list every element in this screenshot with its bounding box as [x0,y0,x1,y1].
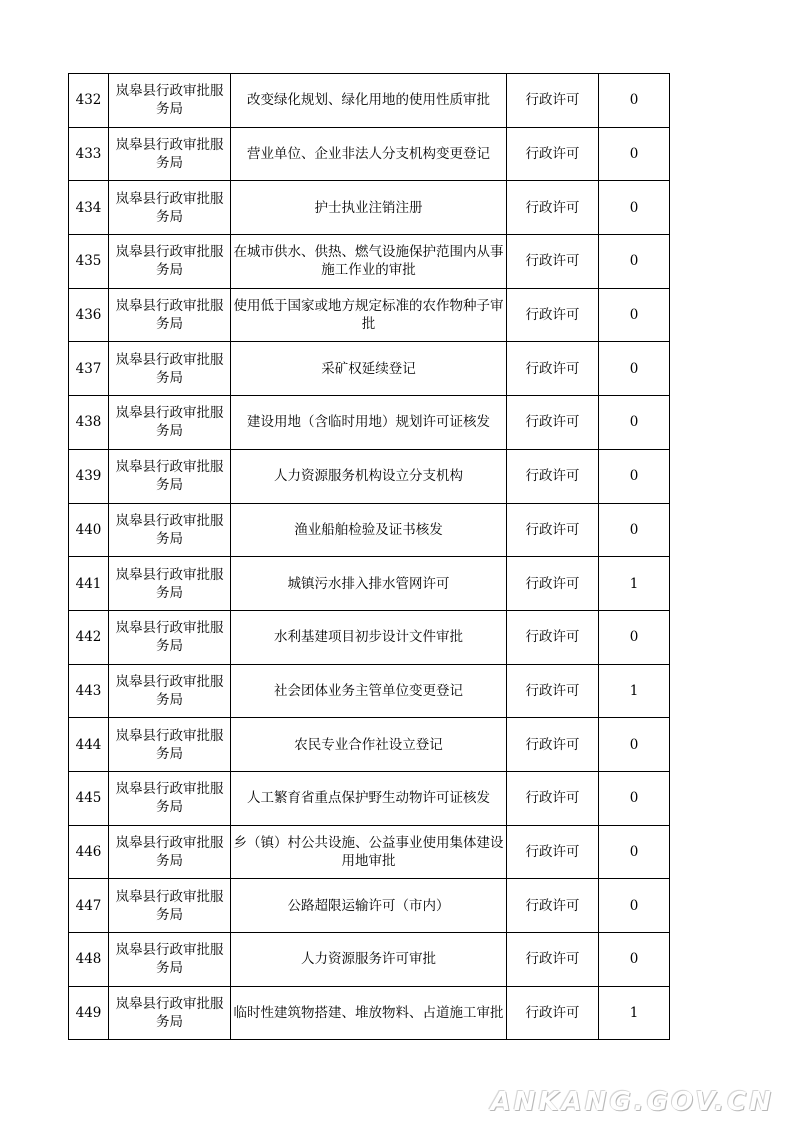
department-cell: 岚皋县行政审批服务局 [109,879,231,933]
table-row [69,986,670,1040]
table-row [69,503,670,557]
table-row [69,825,670,879]
row-number: 433 [69,127,109,181]
department-cell: 岚皋县行政审批服务局 [109,718,231,772]
department-cell: 岚皋县行政审批服务局 [109,664,231,718]
item-name-cell: 渔业船舶检验及证书核发 [231,503,507,557]
row-number: 440 [69,503,109,557]
table-row [69,288,670,342]
table-body [69,74,670,1040]
table-row [69,449,670,503]
item-name-cell: 水利基建项目初步设计文件审批 [231,610,507,664]
row-number: 439 [69,449,109,503]
row-number: 437 [69,342,109,396]
count-cell: 0 [599,825,670,879]
item-type-cell: 行政许可 [507,879,599,933]
row-number: 446 [69,825,109,879]
item-name-cell: 护士执业注销注册 [231,181,507,235]
table-row [69,181,670,235]
item-type-cell: 行政许可 [507,288,599,342]
department-cell: 岚皋县行政审批服务局 [109,396,231,450]
item-name-cell: 改变绿化规划、绿化用地的使用性质审批 [231,74,507,128]
row-number: 436 [69,288,109,342]
department-cell: 岚皋县行政审批服务局 [109,557,231,611]
table-row [69,610,670,664]
department-cell: 岚皋县行政审批服务局 [109,342,231,396]
count-cell: 0 [599,235,670,289]
table-row [69,235,670,289]
table-row [69,557,670,611]
item-type-cell: 行政许可 [507,396,599,450]
count-cell: 0 [599,933,670,987]
count-cell: 0 [599,879,670,933]
department-cell: 岚皋县行政审批服务局 [109,503,231,557]
item-name-cell: 社会团体业务主管单位变更登记 [231,664,507,718]
row-number: 445 [69,771,109,825]
table-row [69,396,670,450]
department-cell: 岚皋县行政审批服务局 [109,825,231,879]
row-number: 432 [69,74,109,128]
table-row [69,879,670,933]
department-cell: 岚皋县行政审批服务局 [109,181,231,235]
item-type-cell: 行政许可 [507,718,599,772]
count-cell: 1 [599,986,670,1040]
item-type-cell: 行政许可 [507,610,599,664]
department-cell: 岚皋县行政审批服务局 [109,933,231,987]
count-cell: 0 [599,181,670,235]
item-type-cell: 行政许可 [507,986,599,1040]
row-number: 441 [69,557,109,611]
count-cell: 1 [599,664,670,718]
department-cell: 岚皋县行政审批服务局 [109,449,231,503]
department-cell: 岚皋县行政审批服务局 [109,127,231,181]
table-row [69,771,670,825]
department-cell: 岚皋县行政审批服务局 [109,74,231,128]
item-name-cell: 在城市供水、供热、燃气设施保护范围内从事施工作业的审批 [231,235,507,289]
item-type-cell: 行政许可 [507,342,599,396]
table-row [69,127,670,181]
item-name-cell: 营业单位、企业非法人分支机构变更登记 [231,127,507,181]
department-cell: 岚皋县行政审批服务局 [109,986,231,1040]
count-cell: 0 [599,288,670,342]
item-name-cell: 农民专业合作社设立登记 [231,718,507,772]
row-number: 435 [69,235,109,289]
item-name-cell: 采矿权延续登记 [231,342,507,396]
item-type-cell: 行政许可 [507,74,599,128]
item-type-cell: 行政许可 [507,235,599,289]
department-cell: 岚皋县行政审批服务局 [109,610,231,664]
row-number: 434 [69,181,109,235]
row-number: 447 [69,879,109,933]
table-row [69,933,670,987]
count-cell: 0 [599,74,670,128]
item-type-cell: 行政许可 [507,503,599,557]
item-name-cell: 城镇污水排入排水管网许可 [231,557,507,611]
row-number: 438 [69,396,109,450]
item-type-cell: 行政许可 [507,449,599,503]
table-row [69,718,670,772]
item-type-cell: 行政许可 [507,771,599,825]
item-name-cell: 乡（镇）村公共设施、公益事业使用集体建设用地审批 [231,825,507,879]
count-cell: 0 [599,342,670,396]
item-type-cell: 行政许可 [507,933,599,987]
department-cell: 岚皋县行政审批服务局 [109,288,231,342]
item-type-cell: 行政许可 [507,825,599,879]
item-name-cell: 人力资源服务许可审批 [231,933,507,987]
item-name-cell: 公路超限运输许可（市内） [231,879,507,933]
item-type-cell: 行政许可 [507,664,599,718]
count-cell: 0 [599,503,670,557]
item-type-cell: 行政许可 [507,127,599,181]
table-row [69,74,670,128]
item-name-cell: 人工繁育省重点保护野生动物许可证核发 [231,771,507,825]
department-cell: 岚皋县行政审批服务局 [109,235,231,289]
row-number: 448 [69,933,109,987]
count-cell: 0 [599,396,670,450]
row-number: 444 [69,718,109,772]
count-cell: 0 [599,718,670,772]
row-number: 442 [69,610,109,664]
row-number: 449 [69,986,109,1040]
item-type-cell: 行政许可 [507,181,599,235]
site-watermark: ANKANG.GOV.CN [490,1087,774,1117]
item-name-cell: 临时性建筑物搭建、堆放物料、占道施工审批 [231,986,507,1040]
count-cell: 0 [599,610,670,664]
item-name-cell: 人力资源服务机构设立分支机构 [231,449,507,503]
row-number: 443 [69,664,109,718]
table-row [69,342,670,396]
item-name-cell: 使用低于国家或地方规定标准的农作物种子审批 [231,288,507,342]
count-cell: 1 [599,557,670,611]
department-cell: 岚皋县行政审批服务局 [109,771,231,825]
count-cell: 0 [599,127,670,181]
count-cell: 0 [599,449,670,503]
item-type-cell: 行政许可 [507,557,599,611]
table-row [69,664,670,718]
approval-items-table [68,73,670,1040]
item-name-cell: 建设用地（含临时用地）规划许可证核发 [231,396,507,450]
count-cell: 0 [599,771,670,825]
